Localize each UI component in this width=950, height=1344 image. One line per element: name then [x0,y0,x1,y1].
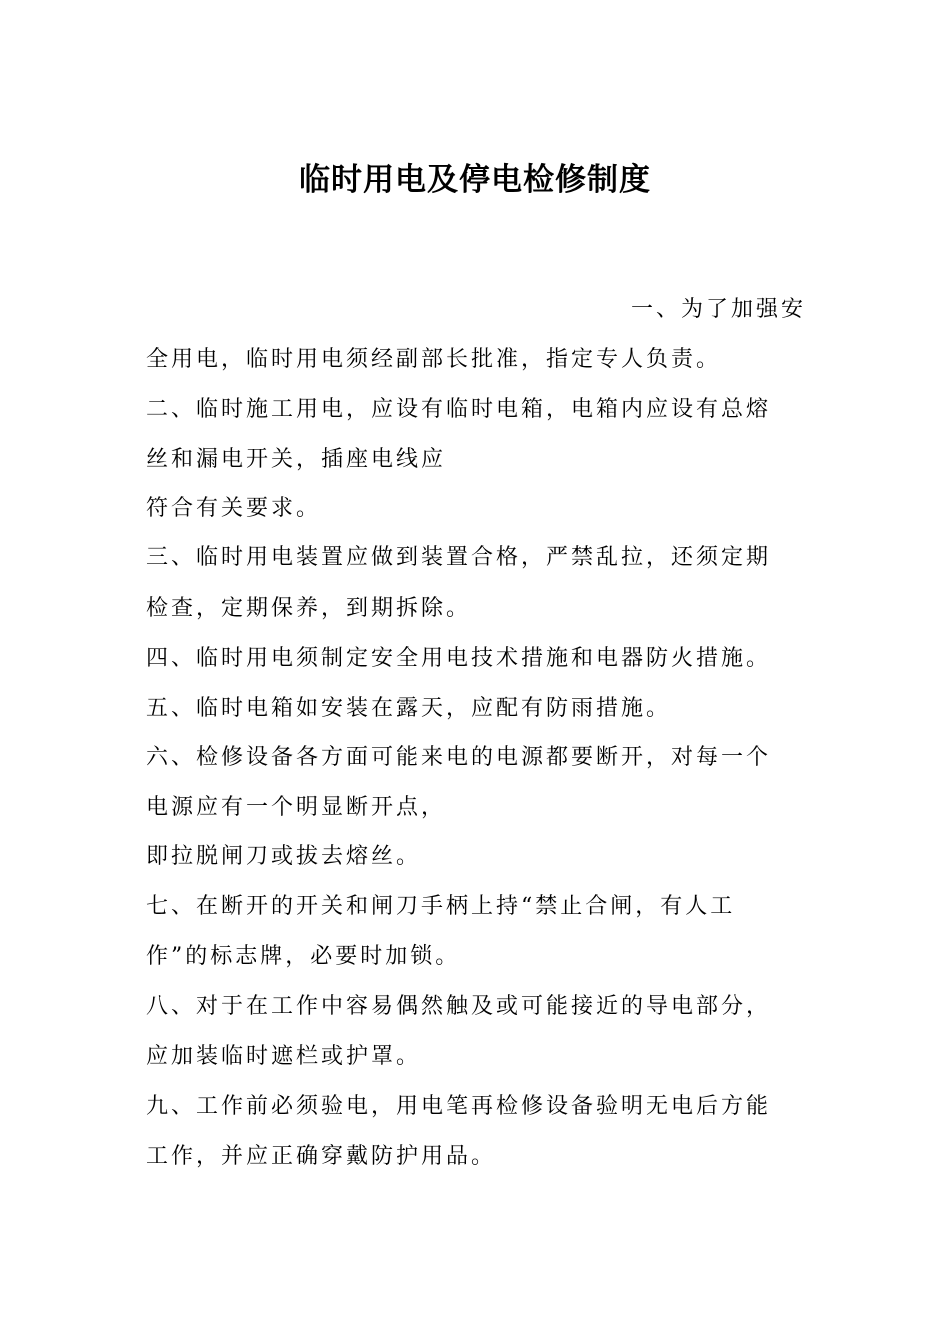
paragraph-line: 应加装临时遮栏或护罩。 [146,1044,422,1069]
paragraph-line: 九、工作前必须验电，用电笔再检修设备验明无电后方能 [146,1094,772,1119]
paragraph-line: 二、临时施工用电，应设有临时电箱，电箱内应设有总熔 [146,397,772,422]
paragraph-line: 符合有关要求。 [146,496,322,521]
paragraph-line: 电源应有一个明显断开点， [146,795,447,820]
paragraph-line: 四、临时用电须制定安全用电技术措施和电器防火措施。 [146,646,772,671]
paragraph-line: 工作，并应正确穿戴防护用品。 [146,1144,497,1169]
paragraph-line: 即拉脱闸刀或拔去熔丝。 [146,844,422,869]
paragraph-line: 检查，定期保养，到期拆除。 [146,596,472,621]
paragraph-line: 全用电，临时用电须经副部长批准，指定专人负责。 [146,347,722,372]
paragraph-line: 六、检修设备各方面可能来电的电源都要断开，对每一个 [146,745,772,770]
paragraph-line: 八、对于在工作中容易偶然触及或可能接近的导电部分， [146,994,772,1019]
paragraph-line: 丝和漏电开关，插座电线应 [146,447,447,472]
paragraph-line: 五、临时电箱如安装在露天，应配有防雨措施。 [146,696,672,721]
paragraph-line: 七、在断开的开关和闸刀手柄上持“禁止合闸，有人工 [146,894,736,919]
paragraph-line: 三、临时用电装置应做到装置合格，严禁乱拉，还须定期 [146,545,772,570]
document-title: 临时用电及停电检修制度 [299,162,651,198]
paragraph-line: 作”的标志牌，必要时加锁。 [146,944,461,969]
paragraph-line: 一、为了加强安 [630,297,806,322]
